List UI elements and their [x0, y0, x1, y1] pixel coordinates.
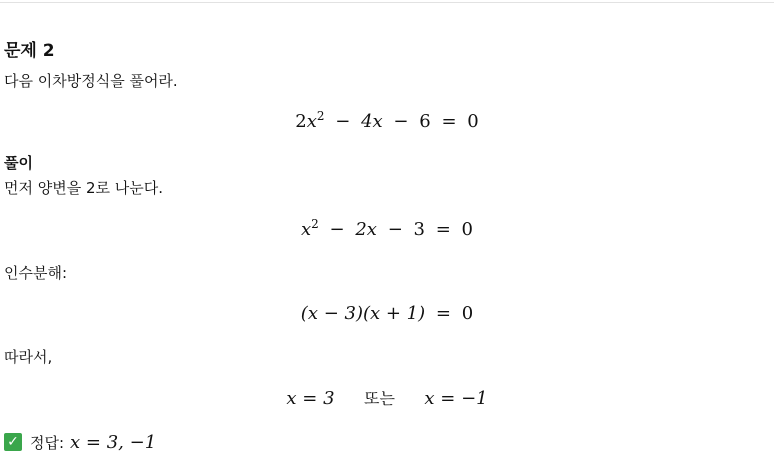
solution-step-therefore: 따라서, [4, 348, 53, 366]
eq1-equals: = [441, 111, 457, 132]
answer-value: x = 3, −1 [70, 431, 157, 453]
solution-heading: 풀이 [4, 154, 33, 172]
equation-divided [0, 219, 774, 241]
eq4-root-1: x = 3 [286, 388, 335, 409]
eq1-linear-term: 4x [361, 111, 383, 132]
eq2-rhs: 0 [461, 219, 473, 240]
equation-factored [0, 303, 774, 325]
eq2-minus-2: − [387, 219, 403, 240]
eq1-minus-2: − [393, 111, 409, 132]
eq2-variable: x [301, 219, 312, 240]
eq1-exponent: 2 [316, 109, 325, 123]
eq1-minus-1: − [335, 111, 351, 132]
eq1-coefficient: 2 [295, 111, 307, 132]
equation-roots [0, 388, 774, 410]
eq3-factor-2: (x + 1) [362, 303, 426, 324]
answer-label: 정답: [30, 433, 65, 452]
check-mark-icon: ✓ [4, 433, 22, 451]
problem-title: 문제 2 [4, 41, 55, 61]
eq2-constant: 3 [413, 219, 425, 240]
eq2-linear-term: 2x [355, 219, 377, 240]
solution-step-factor: 인수분해: [4, 264, 68, 282]
equation-quadratic [0, 111, 774, 133]
eq4-connector: 또는 [364, 389, 395, 408]
eq3-factor-1: (x − 3) [300, 303, 363, 324]
problem-statement: 다음 이차방정식을 풀어라. [4, 72, 178, 90]
eq2-equals: = [435, 219, 451, 240]
eq1-constant: 6 [419, 111, 431, 132]
final-answer [4, 432, 156, 452]
eq2-minus-1: − [329, 219, 345, 240]
eq2-exponent: 2 [311, 217, 319, 231]
eq1-variable: x [306, 111, 317, 132]
eq3-rhs: 0 [461, 303, 474, 324]
top-divider [0, 2, 774, 3]
eq4-root-2: x = −1 [424, 388, 488, 409]
eq1-rhs: 0 [467, 111, 479, 132]
eq3-equals: = [435, 303, 451, 324]
solution-step-divide: 먼저 양변을 2로 나눈다. [4, 179, 164, 197]
